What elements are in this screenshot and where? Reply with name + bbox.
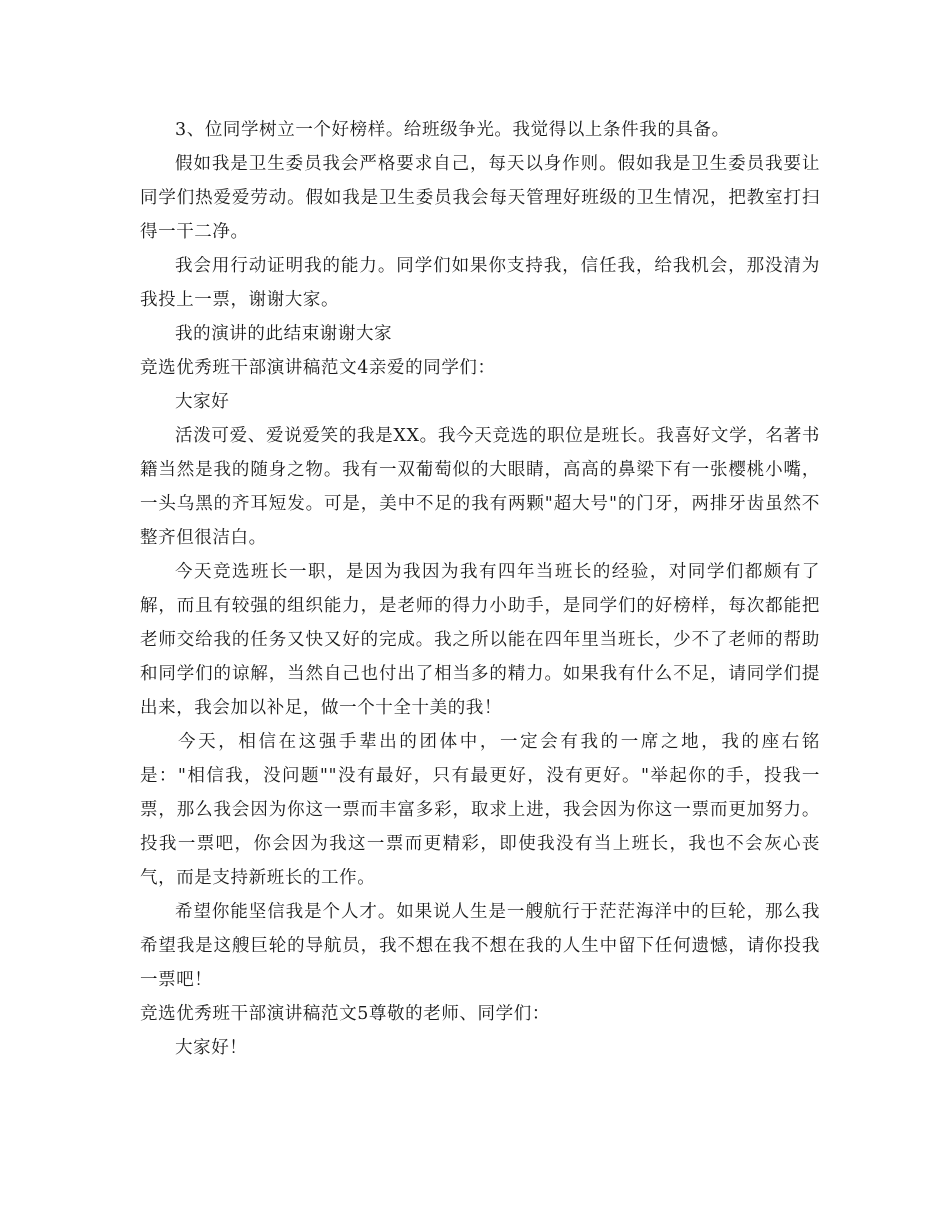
paragraph-2: 假如我是卫生委员我会严格要求自己，每天以身作则。假如我是卫生委员我要让同学们热爱爱劳动。假如我是卫生委员我会每天管理好班级的卫生情况，把教室打扫得一干二净。 — [140, 154, 820, 242]
paragraph-hope: 希望你能坚信我是个人才。如果说人生是一艘航行于茫茫海洋中的巨轮，那么我希望我是这艘巨轮的导航员，我不想在我不想在我的人生中留下任何遗憾，请你投我一票吧！ — [140, 902, 820, 990]
document-body — [140, 113, 820, 1065]
section-heading-5: 竞选优秀班干部演讲稿范文5尊敬的老师、同学们： — [140, 1004, 550, 1024]
paragraph-intro: 活泼可爱、爱说爱笑的我是XX。我今天竞选的职位是班长。我喜好文学，名著书籍当然是我的随身之物。我有一双葡萄似的大眼睛，高高的鼻梁下有一张樱桃小嘴，一头乌黑的齐耳短发。可是，美中不足的我有两颗"超大号"的门牙，两排牙齿虽然不整齐但很洁白。 — [140, 426, 820, 548]
section-heading-4: 竞选优秀班干部演讲稿范文4亲爱的同学们： — [140, 358, 496, 378]
paragraph-motto: 今天，相信在这强手辈出的团体中，一定会有我的一席之地，我的座右铭是："相信我，没问题""没有最好，只有最更好，没有更好。"举起你的手，投我一票，那么我会因为你这一票而丰富多彩，取求上进，我会因为你这一票而更加努力。投我一票吧，你会因为我这一票而更精彩，即使我没有当上班长，我也不会灰心丧气，而是支持新班长的工作。 — [140, 732, 820, 888]
greeting-4: 大家好 — [175, 392, 230, 412]
paragraph-3: 我会用行动证明我的能力。同学们如果你支持我，信任我，给我机会，那没清为我投上一票，谢谢大家。 — [140, 256, 820, 310]
paragraph-4: 我的演讲的此结束谢谢大家 — [175, 324, 393, 344]
paragraph-1: 3、位同学树立一个好榜样。给班级争光。我觉得以上条件我的具备。 — [175, 120, 730, 140]
paragraph-experience: 今天竞选班长一职，是因为我因为我有四年当班长的经验，对同学们都颇有了解，而且有较强的组织能力，是老师的得力小助手，是同学们的好榜样，每次都能把老师交给我的任务又快又好的完成。我之所以能在四年里当班长，少不了老师的帮助和同学们的谅解，当然自己也付出了相当多的精力。如果我有什么不足，请同学们提出来，我会加以补足，做一个十全十美的我！ — [140, 562, 820, 718]
greeting-5: 大家好！ — [175, 1038, 248, 1058]
